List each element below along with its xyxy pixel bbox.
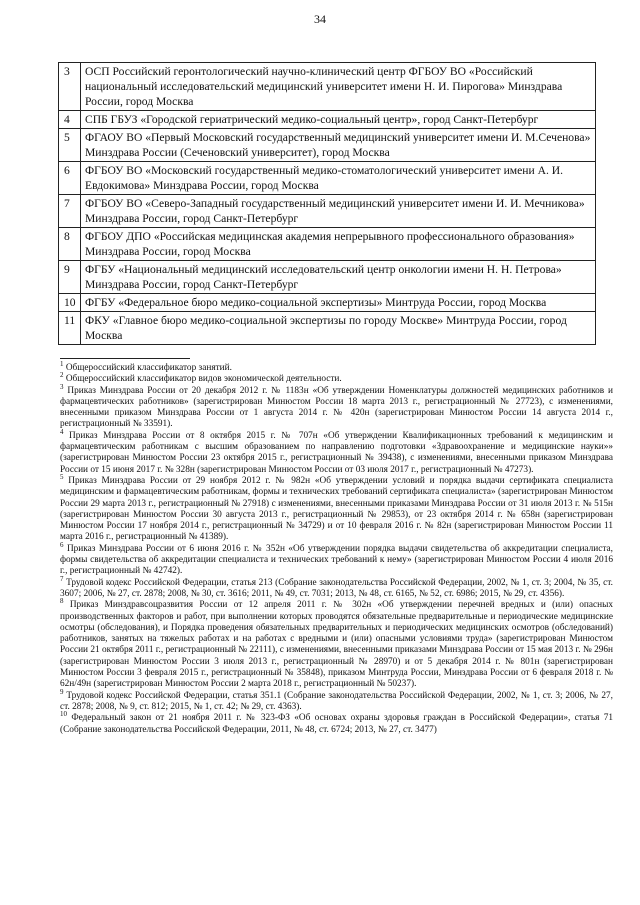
footnote-mark: 9 (60, 687, 64, 696)
footnote-mark: 8 (60, 597, 64, 606)
footnote-mark: 7 (60, 574, 64, 583)
organization-name: ФКУ «Главное бюро медико-социальной экспертизы по городу Москве» Минтруда России, город Москва (81, 312, 596, 345)
organization-name: ФГБОУ ДПО «Российская медицинская академия непрерывного профессионального образования» Минздрава России, город Москва (81, 228, 596, 261)
footnote-mark: 4 (60, 427, 64, 436)
footnote-text: Приказ Минздрава России от 6 июня 2016 г. № 352н «Об утверждении порядка выдачи свидетельства об аккредитации специалиста, формы свидетельства об аккредитации специалиста и технических требований к нему» (зарегистрирован Минюстом России 4 июля 2016 г., регистрационный № 42742). (60, 543, 613, 577)
organization-name: ФГБУ «Федеральное бюро медико-социальной экспертизы» Минтруда России, город Москва (81, 294, 596, 312)
footnote-divider (60, 358, 190, 359)
footnote-mark: 6 (60, 540, 64, 549)
row-number: 11 (59, 312, 81, 345)
row-number: 4 (59, 111, 81, 129)
footnote-text: Общероссийский классификатор занятий. (65, 363, 232, 373)
footnote (60, 597, 613, 690)
organization-name: СПБ ГБУЗ «Городской гериатрический медико-социальный центр», город Санкт-Петербург (81, 111, 596, 129)
footnotes (60, 359, 614, 736)
organizations-table (58, 62, 596, 345)
footnote-text: Приказ Минздравсоцразвития России от 12 апреля 2011 г. № 302н «Об утверждении перечней вредных и (или) опасных производственных факторов и работ, при выполнении которых проводятся обязательные предварительные и периодические медицинские осмотры (обследования), и Порядка проведения обязательных предварительных и периодических медицинских осмотров (обследований) работников, занятых на тяжелых работах и на работах с вредными и (или) опасными условиями труда» (зарегистрирован Минюстом России 21 октября 2011 г., регистрационный № 22111), с изменениями, внесенными приказами Минздрава России от 15 мая 2013 г. № 296н (зарегистрирован Минюстом России 3 июля 2013 г., регистрационный № 28970) и от 5 декабря 2014 г. № 801н (зарегистрирован Минюстом России 3 февраля 2015 г., регистрационный № 35848), приказом Минтруда России, Минздрава России от 6 февраля 2018 г. № 62н/49н (зарегистрирован Минюстом России 2 марта 2018 г., регистрационный № 50237). (60, 600, 613, 690)
footnote-mark: 3 (60, 382, 64, 391)
footnote (60, 359, 613, 374)
row-number: 9 (59, 261, 81, 294)
table-row (59, 294, 596, 312)
footnote (60, 427, 613, 476)
table-row (59, 195, 596, 228)
table-row (59, 261, 596, 294)
footnote-mark: 2 (60, 371, 64, 380)
row-number: 5 (59, 129, 81, 162)
row-number: 3 (59, 63, 81, 111)
footnote (60, 472, 613, 544)
footnote-text: Общероссийский классификатор видов экономической деятельности. (65, 374, 342, 385)
footnote-text: Трудовой кодекс Российской Федерации, статья 213 (Собрание законодательства Российской Федерации, 2002, № 1, ст. 3; 2004, № 35, ст. 3607; 2006, № 27, ст. 2878; 2008, № 30, ст. 3616; 2011, № 49, ст. 7031; 2013, № 48, ст. 6165, № 52, ст. 6986; 2015, № 29, ст. 4356). (60, 577, 613, 599)
footnote (60, 710, 613, 736)
page-number: 34 (314, 12, 326, 26)
row-number: 6 (59, 162, 81, 195)
row-number: 10 (59, 294, 81, 312)
footnote (60, 574, 613, 601)
organization-name: ФГБОУ ВО «Московский государственный медико-стоматологический университет имени А. И. Евдокимова» Минздрава России, город Москва (81, 162, 596, 195)
footnote-text: Приказ Минздрава России от 20 декабря 2012 г. № 1183н «Об утверждении Номенклатуры должностей медицинских работников и фармацевтических работников» (зарегистрирован Минюстом России 18 марта 2013 г., регистрационный № 27723), с изменениями, внесенными приказом Минздрава России от 1 августа 2014 г. № 420н (зарегистрирован Минюстом России 14 августа 2014 г., регистрационный № 33591). (60, 385, 614, 430)
footnote (60, 371, 613, 385)
organizations-table-body (59, 63, 596, 345)
table-row (59, 63, 596, 111)
footnote-text: Трудовой кодекс Российской Федерации, статья 351.1 (Собрание законодательства Российской Федерации, 2002, № 1, ст. 3; 2006, № 27, ст. 2878; 2008, № 9, ст. 812; 2015, № 1, ст. 42; № 29, ст. 4363). (60, 690, 613, 712)
organization-name: ФГАОУ ВО «Первый Московский государственный медицинский университет имени И. М.Сеченова» Минздрава России (Сеченовский университет), город Москва (81, 129, 596, 162)
table-row (59, 129, 596, 162)
footnote-text: Федеральный закон от 21 ноября 2011 г. № 323-ФЗ «Об основах охраны здоровья граждан в Российской Федерации», статья 71 (Собрание законодательства Российской Федерации, 2011, № 48, ст. 6724; 2013, № 27, ст. 3477) (60, 713, 613, 735)
footnote-text: Приказ Минздрава России от 8 октября 2015 г. № 707н «Об утверждении Квалификационных требований к медицинским и фармацевтическим работникам с высшим образованием по направлению подготовки «Здравоохранение и медицинские науки»» (зарегистрирован Минюстом России 23 октября 2015 г., регистрационный № 39438), с изменениями, внесенными приказом Минздрава России от 15 июня 2017 г. № 328н (зарегистрирован Минюстом России от 03 июля 2017 г., регистрационный № 47273). (60, 430, 613, 475)
footnote-mark: 5 (60, 472, 64, 481)
footnote-mark: 1 (60, 359, 64, 368)
row-number: 8 (59, 228, 81, 261)
footnote-mark: 10 (60, 710, 67, 719)
footnote (60, 382, 614, 431)
organization-name: ФГБОУ ВО «Северо-Западный государственный медицинский университет имени И. И. Мечникова» Минздрава России, город Санкт-Петербург (81, 195, 596, 228)
footnote-text: Приказ Минздрава России от 29 ноября 2012 г. № 982н «Об утверждении условий и порядка выдачи сертификата специалиста медицинским и фармацевтическим работникам, формы и технических требований сертификата специалиста» (зарегистрирован Минюстом России 29 марта 2013 г., регистрационный № 27918) с изменениями, внесенными приказами Минздрава России от 31 июля 2013 г. № 515н (зарегистрирован Минюстом России 30 августа 2013 г., регистрационный № 29853), от 23 октября 2014 г. № 658н (зарегистрирован Минюстом России 17 ноября 2014 г., регистрационный № 34729) и от 10 февраля 2016 г. № 82н (зарегистрирован Минюстом России 11 марта 2016 г., регистрационный № 41389). (60, 475, 613, 543)
organization-name: ОСП Российский геронтологический научно-клинический центр ФГБОУ ВО «Российский национальный исследовательский медицинский университет имени Н. И. Пирогова» Минздрава России, город Москва (81, 63, 596, 111)
organization-name: ФГБУ «Национальный медицинский исследовательский центр онкологии имени Н. Н. Петрова» Минздрава России, город Санкт-Петербург (81, 261, 596, 294)
footnote (60, 540, 613, 578)
footnote (60, 687, 613, 714)
table-row (59, 228, 596, 261)
row-number: 7 (59, 195, 81, 228)
table-row (59, 312, 596, 345)
table-row (59, 162, 596, 195)
table-row (59, 111, 596, 129)
